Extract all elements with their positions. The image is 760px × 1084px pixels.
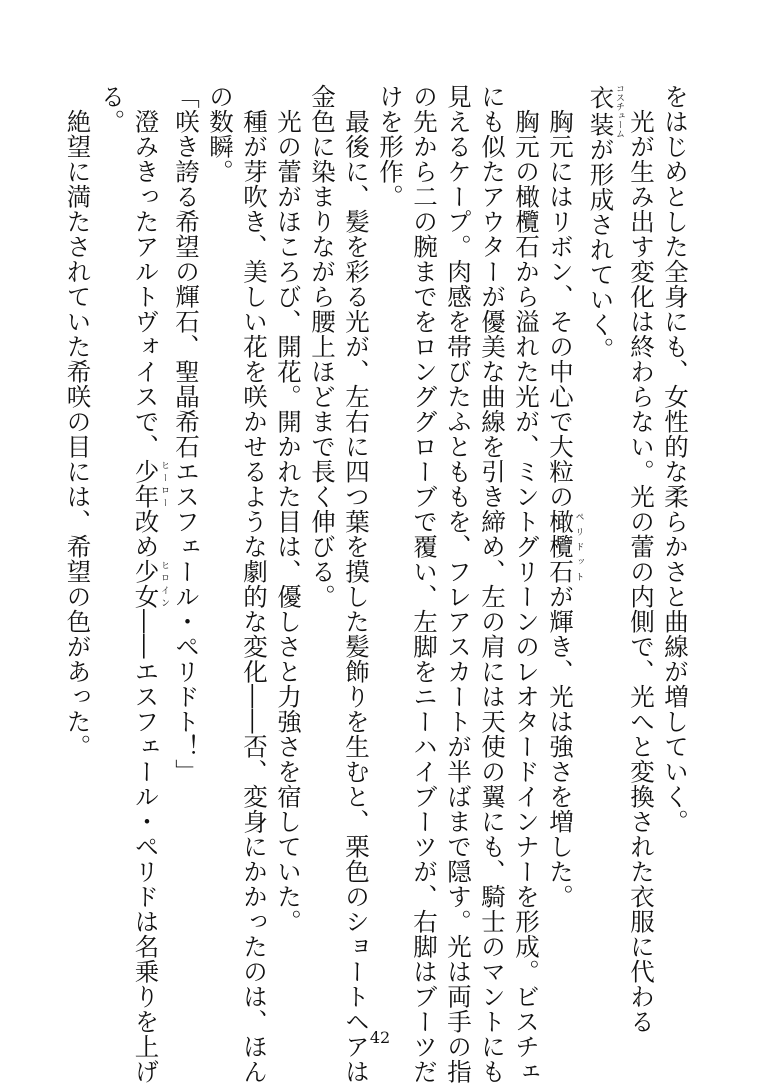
text-line [509,84,543,1084]
text-segment: ――エスフェール・ペリドは名乗りを上げ [131,609,161,1084]
text-line [61,84,95,1012]
text-line [543,84,584,1012]
text-line [129,84,170,1084]
ruby-word [546,509,584,584]
text-line [658,84,692,1012]
ruby-base: 少年 [131,459,161,509]
text-segment: 「咲き誇る希望の輝石、聖晶希石エスフェール・ペリドト！」 [172,84,201,784]
ruby-reading: ヒーロー [159,459,169,509]
text-segment: けを形作。 [376,84,405,209]
text-segment: 改め [131,509,161,559]
ruby-reading: コスチューム [614,84,624,138]
text-line [95,84,129,1012]
ruby-reading: ヒロイン [159,559,169,609]
text-segment: の先から二の腕までをロンググローブで覆い、左脚をニーハイブーツが、右脚はブーツだ [410,84,439,1084]
text-segment: 見えるケープ。肉感を帯びたふとももを、フレアスカートが半ばまで隠す。光は両手の指 [444,84,473,1084]
text-line [271,84,305,1012]
ruby-word [131,459,169,509]
text-line [475,84,509,1084]
text-segment: 最後に、髪を彩る光が、左右に四つ葉を摸した髪飾りを生むと、栗色のショートヘアは [342,109,371,1084]
text-segment: 種が芽吹き、美しい花を咲かせるような劇的な変化――否、変身にかかったのは、ほん [240,109,269,1084]
ruby-base: 橄欖石 [546,509,575,584]
ruby-base: 衣装 [586,84,616,138]
text-segment: 光の蕾がほころび、開花。開かれた目は、優しさと力強さを宿していた。 [274,109,303,934]
text-segment: 胸元の橄欖石から溢れた光が、ミントグリーンのレオタードインナーを形成。ビスチェ [512,109,541,1084]
text-segment: 光が生み出す変化は終わらない。光の蕾の内側で、光へと変換された衣服に代わる [627,109,656,1034]
text-line [305,84,339,1012]
text-line [441,84,475,1084]
ruby-word [586,84,624,138]
text-segment: る。 [97,84,127,134]
text-line [407,84,441,1084]
page-number: 42 [369,1028,391,1047]
text-segment: 金色に染まりながら腰上ほどまで長く伸びる。 [308,84,337,609]
text-line [237,84,271,1084]
text-segment: 胸元にはリボン、その中心で大粒の [546,109,575,509]
text-segment: の数瞬。 [206,84,235,184]
text-line [624,84,658,1034]
text-segment: にも似たアウターが優美な曲線を引き締め、左の肩には天使の翼にも、騎士のマントにも [478,84,507,1084]
text-segment: をはじめとした全身にも、女性的な柔らかさと曲線が増していく。 [661,84,690,834]
text-segment: 澄みきったアルトヴォイスで、 [131,109,161,459]
text-line [203,84,237,1012]
text-segment: 絶望に満たされていた希咲の目には、希望の色があった。 [63,109,93,759]
text-segment: が輝き、光は強さを増した。 [546,584,575,909]
ruby-reading: ペリドット [573,509,584,584]
text-line [373,84,407,1012]
text-line [584,84,625,1012]
ruby-base: 少女 [131,559,161,609]
ruby-word [131,559,169,609]
text-line [339,84,373,1084]
text-segment: が形成されていく。 [586,137,616,362]
text-line [169,84,203,1012]
